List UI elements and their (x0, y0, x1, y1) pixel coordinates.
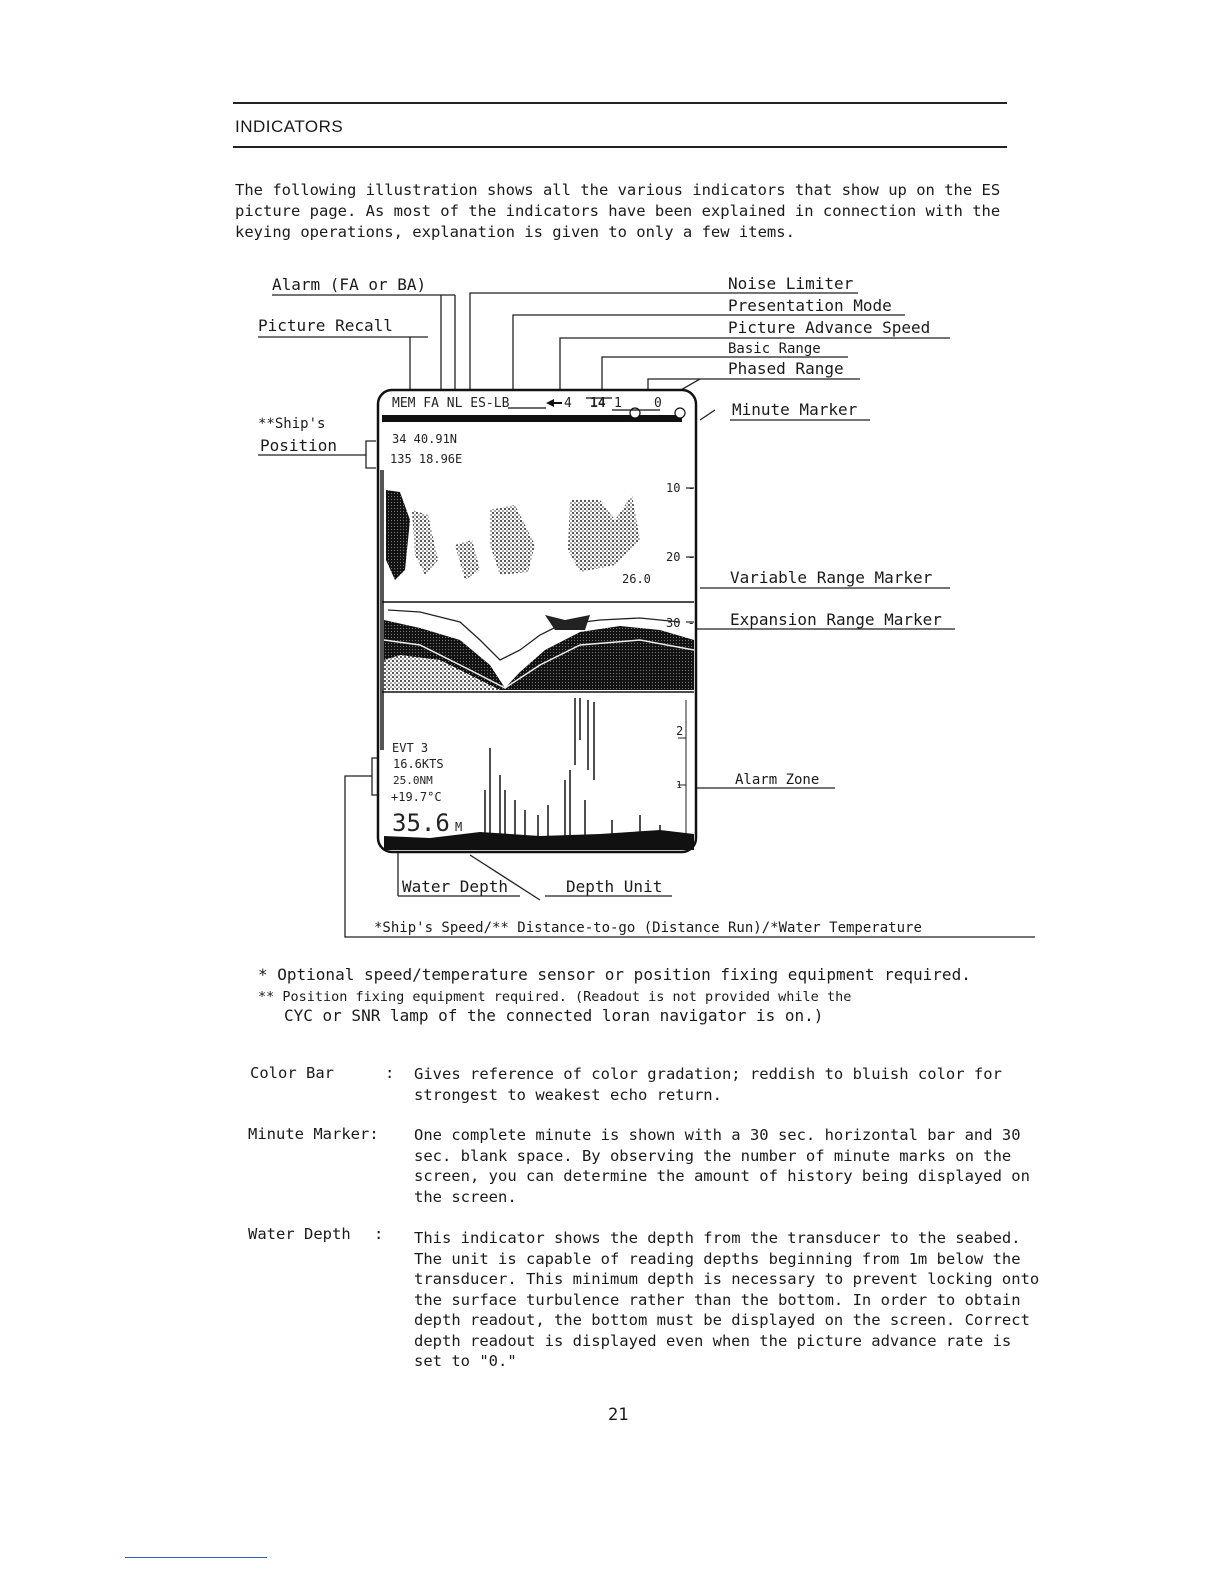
callout-alarm: Alarm (FA or BA) (272, 275, 427, 294)
tick-1: 1 (676, 780, 683, 791)
callout-picture-advance-speed: Picture Advance Speed (728, 318, 931, 337)
callout-basic-range: Basic Range (728, 341, 821, 357)
temperature-readout: +19.7°C (391, 790, 442, 804)
distance-readout: 25.0NM (393, 774, 433, 787)
depth-unit-value: M (455, 820, 463, 834)
note-optional-sensor: * Optional speed/temperature sensor or position fixing equipment required. (258, 965, 971, 984)
status-bar-text: MEM FA NL ES-LB (392, 396, 510, 411)
evt-readout: EVT 3 (392, 741, 429, 755)
term-minute-marker: Minute Marker: (248, 1125, 379, 1143)
longitude: 135 18.96E (390, 452, 463, 466)
term-color-bar: Color Bar (250, 1064, 334, 1082)
tick-20: 20 - (666, 550, 695, 564)
callout-picture-recall: Picture Recall (258, 316, 393, 335)
desc-color-bar: Gives reference of color gradation; reddish to bluish color for strongest to weakest echo return. (414, 1065, 1002, 1104)
status-zero: 0 (654, 396, 662, 411)
callout-noise-limiter: Noise Limiter (728, 274, 854, 293)
intro-paragraph: The following illustration shows all the various indicators that show up on the ES picture page. As most of the indicators have been explained in connection with the keying operations, explanation is given to only a few items. (235, 181, 1001, 241)
footnote-separator (125, 1557, 267, 1558)
callout-presentation-mode: Presentation Mode (728, 296, 892, 315)
section-title: INDICATORS (235, 117, 344, 136)
status-phase: 1 (614, 396, 622, 411)
callout-depth-unit: Depth Unit (566, 877, 663, 896)
term-water-depth: Water Depth (248, 1225, 351, 1243)
speed-readout: 16.6KTS (393, 757, 444, 771)
note-position-fixing: ** Position fixing equipment required. (Readout is not provided while the (258, 989, 852, 1005)
water-depth-value: 35.6 (392, 809, 450, 837)
term-water-depth-sep: : (374, 1225, 384, 1243)
note-loran: CYC or SNR lamp of the connected loran navigator is on.) (284, 1006, 824, 1025)
callout-expansion-range-marker: Expansion Range Marker (730, 610, 942, 629)
desc-water-depth: This indicator shows the depth from the transducer to the seabed. The unit is capable of reading depths beginning from 1m below the transducer. This minimum depth is necessary to prevent locking onto the surface turbulence rather than the bottom. In order to obtain depth readout, the bottom must be displayed on the screen. Correct depth readout is displayed even when the picture advance rate is set to "0." (414, 1229, 1040, 1370)
callout-variable-range-marker: Variable Range Marker (730, 568, 933, 587)
tick-30: 30 - (666, 616, 695, 630)
callout-phased-range: Phased Range (728, 359, 844, 378)
page-number: 21 (608, 1405, 629, 1425)
callout-ships-position-1: **Ship's (258, 416, 326, 432)
latitude: 34 40.91N (392, 432, 458, 446)
callout-alarm-zone: Alarm Zone (735, 772, 820, 788)
callout-minute-marker: Minute Marker (732, 400, 858, 419)
vrm-value: 26.0 (622, 572, 651, 586)
tick-10: 10 - (666, 481, 695, 495)
term-color-bar-sep: : (385, 1064, 395, 1082)
tick-2: 2 (676, 724, 684, 738)
desc-minute-marker: One complete minute is shown with a 30 sec. horizontal bar and 30 sec. blank space. By observing the number of minute marks on the screen, you can determine the amount of history being displayed on the screen. (414, 1126, 1030, 1206)
status-advance: 4 (564, 396, 572, 411)
callout-speed-distance-temp: *Ship's Speed/** Distance-to-go (Distance Run)/*Water Temperature (374, 920, 922, 936)
callout-water-depth: Water Depth (402, 877, 508, 896)
callout-ships-position-2: Position (260, 436, 338, 455)
status-range: 14 (590, 396, 606, 411)
